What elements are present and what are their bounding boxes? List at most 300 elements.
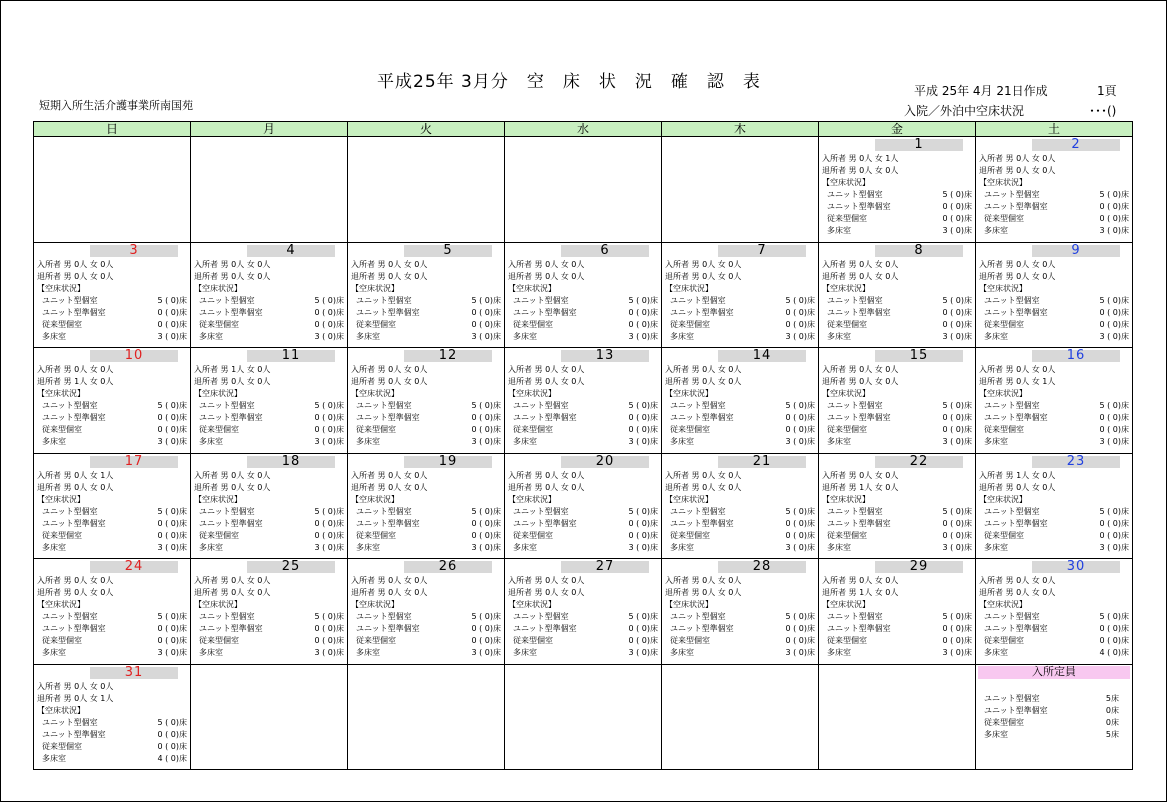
vacancy-row	[822, 647, 975, 659]
empty-day-cell	[505, 137, 662, 243]
day-details	[976, 362, 1132, 448]
bed-vacancy-value: 0 ( 0)床	[785, 636, 815, 645]
vacancy-heading: 【空床状況】	[508, 389, 556, 398]
vacancy-row	[979, 611, 1132, 623]
discharges-row	[822, 376, 975, 388]
person-unit: 人	[236, 588, 245, 597]
discharges-label: 退所者 男	[508, 588, 543, 597]
person-unit: 人	[576, 271, 585, 281]
vacancy-row	[979, 295, 1132, 307]
bed-vacancy-value: 5 ( 0)床	[1099, 295, 1129, 305]
day-number: 8	[875, 245, 963, 257]
day-number: 2	[1032, 139, 1120, 151]
calendar-day-cell	[505, 243, 662, 349]
bed-type-label: ユニット型個室	[670, 401, 726, 410]
person-unit: 人	[79, 365, 88, 374]
female-label: 女	[89, 271, 98, 281]
person-unit: 人	[1047, 154, 1056, 163]
day-number: 7	[718, 245, 806, 257]
discharges-label: 退所者 男	[822, 166, 857, 175]
person-unit: 人	[79, 588, 88, 597]
bed-type-label: ユニット型個室	[827, 506, 883, 516]
vacancy-row	[508, 319, 661, 331]
bed-vacancy-value: 0 ( 0)床	[471, 518, 501, 528]
vacancy-heading: 【空床状況】	[351, 389, 399, 398]
admissions-label: 入所者 男	[665, 576, 700, 585]
bed-vacancy-value: 0 ( 0)床	[628, 307, 658, 317]
person-unit: 人	[393, 377, 402, 386]
bed-type-label: ユニット型個室	[42, 612, 98, 621]
bed-vacancy-value: 5 ( 0)床	[628, 401, 658, 410]
bed-vacancy-value: 0 ( 0)床	[785, 413, 815, 422]
person-unit: 人	[1047, 365, 1056, 374]
discharges-male: 1	[859, 588, 865, 597]
bed-type-label: 従来型個室	[984, 319, 1024, 329]
discharges-female: 0	[1042, 166, 1048, 175]
vacancy-row	[665, 635, 818, 647]
bed-type-label: ユニット型準個室	[199, 307, 263, 317]
bed-vacancy-value: 0 ( 0)床	[785, 425, 815, 434]
person-unit: 人	[864, 166, 873, 175]
bed-type-label: ユニット型準個室	[670, 518, 734, 528]
discharges-female: 0	[885, 588, 891, 597]
admissions-male: 0	[74, 470, 80, 480]
capacity-panel	[976, 665, 1133, 771]
day-details	[976, 257, 1132, 343]
vacancy-row	[979, 436, 1132, 448]
bed-vacancy-value: 0 ( 0)床	[314, 425, 344, 434]
admissions-row	[37, 259, 190, 271]
admissions-male: 0	[545, 259, 551, 269]
calendar-day-cell	[348, 559, 505, 665]
female-label: 女	[874, 259, 883, 269]
person-unit: 人	[550, 365, 559, 374]
bed-type-label: ユニット型準個室	[827, 413, 891, 422]
bed-type-label: 従来型個室	[356, 319, 396, 329]
female-label: 女	[89, 365, 98, 374]
female-label: 女	[89, 482, 98, 492]
admissions-female: 0	[414, 576, 420, 585]
person-unit: 人	[890, 377, 899, 386]
female-label: 女	[403, 271, 412, 281]
bed-type-label: ユニット型準個室	[984, 518, 1048, 528]
person-unit: 人	[576, 259, 585, 269]
bed-vacancy-value: 0 ( 0)床	[314, 319, 344, 329]
admissions-row	[665, 259, 818, 271]
day-number: 27	[561, 561, 649, 573]
bed-type-label: 多床室	[513, 542, 537, 552]
day-details	[505, 573, 661, 659]
bed-vacancy-value: 3 ( 0)床	[785, 648, 815, 657]
admissions-male: 0	[388, 365, 394, 374]
bed-vacancy-value: 3 ( 0)床	[1099, 226, 1129, 235]
female-label: 女	[717, 470, 726, 480]
bed-vacancy-value: 0 ( 0)床	[1099, 518, 1129, 528]
person-unit: 人	[707, 576, 716, 585]
vacancy-row	[351, 319, 504, 331]
vacancy-row	[665, 295, 818, 307]
vacancy-row	[37, 647, 190, 659]
discharges-row	[665, 376, 818, 388]
person-unit: 人	[550, 259, 559, 269]
discharges-male: 0	[859, 166, 865, 175]
calendar-day-cell	[34, 243, 191, 349]
discharges-label: 退所者 男	[665, 271, 700, 281]
vacancy-row	[979, 542, 1132, 554]
admissions-label: 入所者 男	[351, 576, 386, 585]
person-unit: 人	[236, 470, 245, 480]
vacancy-row	[665, 319, 818, 331]
admissions-male: 0	[388, 259, 394, 269]
bed-vacancy-value: 0 ( 0)床	[471, 530, 501, 540]
vacancy-heading: 【空床状況】	[665, 600, 713, 609]
female-label: 女	[1031, 377, 1040, 386]
vacancy-row	[351, 518, 504, 530]
calendar-day-cell	[348, 348, 505, 454]
admissions-male: 0	[388, 576, 394, 585]
bed-vacancy-value: 3 ( 0)床	[471, 331, 501, 341]
female-label: 女	[874, 482, 883, 492]
day-number: 9	[1032, 245, 1120, 257]
bed-vacancy-value: 5 ( 0)床	[157, 295, 187, 305]
vacancy-row	[822, 319, 975, 331]
vacancy-row	[665, 436, 818, 448]
person-unit: 人	[1047, 482, 1056, 492]
bed-type-label: 従来型個室	[984, 530, 1024, 540]
female-label: 女	[246, 377, 255, 386]
day-details	[34, 257, 190, 343]
bed-type-label: 多床室	[827, 542, 851, 552]
discharges-female: 0	[1042, 271, 1048, 281]
admissions-male: 0	[859, 365, 865, 374]
bed-vacancy-value: 0 ( 0)床	[942, 518, 972, 528]
vacancy-row	[665, 412, 818, 424]
discharges-label: 退所者 男	[351, 482, 386, 492]
person-unit: 人	[1021, 365, 1030, 374]
bed-vacancy-value: 5 ( 0)床	[785, 506, 815, 516]
calendar-day-cell	[976, 243, 1133, 349]
bed-type-label: ユニット型個室	[42, 717, 98, 727]
admissions-label: 入所者 男	[351, 365, 386, 374]
bed-type-label: ユニット型準個室	[356, 307, 420, 317]
female-label: 女	[717, 377, 726, 386]
person-unit: 人	[236, 271, 245, 281]
admissions-row	[351, 364, 504, 376]
vacancy-row	[508, 424, 661, 436]
calendar-day-cell	[976, 454, 1133, 560]
admissions-row	[194, 364, 347, 376]
person-unit: 人	[1021, 259, 1030, 269]
admissions-male: 0	[231, 259, 237, 269]
calendar-day-cell	[191, 348, 348, 454]
vacancy-row	[822, 506, 975, 518]
vacancy-row	[37, 295, 190, 307]
vacancy-row	[351, 530, 504, 542]
bed-vacancy-value: 3 ( 0)床	[942, 542, 972, 552]
admissions-male: 0	[74, 576, 80, 585]
vacancy-row	[351, 436, 504, 448]
discharges-male: 0	[74, 482, 80, 492]
admissions-male: 0	[702, 365, 708, 374]
bed-type-label: ユニット型個室	[356, 401, 412, 410]
discharges-male: 0	[74, 588, 80, 597]
admissions-female: 1	[100, 470, 106, 480]
admissions-male: 0	[545, 365, 551, 374]
female-label: 女	[874, 154, 883, 163]
person-unit: 人	[707, 377, 716, 386]
vacancy-row	[351, 295, 504, 307]
bed-type-label: ユニット型個室	[984, 401, 1040, 410]
discharges-row	[822, 165, 975, 177]
discharges-label: 退所者 男	[508, 377, 543, 386]
bed-type-label: ユニット型個室	[513, 295, 569, 305]
person-unit: 人	[105, 681, 114, 691]
person-unit: 人	[864, 377, 873, 386]
admissions-male: 0	[1016, 365, 1022, 374]
person-unit: 人	[864, 470, 873, 480]
vacancy-row	[822, 542, 975, 554]
person-unit: 人	[576, 576, 585, 585]
admissions-male: 0	[702, 259, 708, 269]
bed-type-label: ユニット型準個室	[827, 624, 891, 633]
person-unit: 人	[733, 470, 742, 480]
vacancy-heading: 【空床状況】	[508, 600, 556, 609]
bed-vacancy-value: 0 ( 0)床	[157, 307, 187, 317]
vacancy-row	[194, 542, 347, 554]
bed-type-label: ユニット型準個室	[984, 624, 1048, 633]
capacity-heading: 入所定員	[978, 666, 1130, 679]
person-unit: 人	[1021, 470, 1030, 480]
bed-vacancy-value: 0 ( 0)床	[314, 624, 344, 633]
admissions-label: 入所者 男	[351, 470, 386, 480]
bed-vacancy-value: 3 ( 0)床	[628, 437, 658, 446]
vacancy-row	[508, 647, 661, 659]
discharges-row	[351, 376, 504, 388]
discharges-male: 0	[388, 271, 394, 281]
bed-vacancy-value: 5 ( 0)床	[785, 401, 815, 410]
discharges-male: 0	[231, 377, 237, 386]
calendar-day-cell	[819, 454, 976, 560]
discharges-label: 退所者 男	[37, 588, 72, 597]
day-details	[505, 468, 661, 554]
person-unit: 人	[236, 576, 245, 585]
vacancy-row	[665, 400, 818, 412]
person-unit: 人	[550, 482, 559, 492]
vacancy-row	[822, 225, 975, 237]
admissions-label: 入所者 男	[351, 259, 386, 269]
vacancy-row	[194, 400, 347, 412]
person-unit: 人	[419, 482, 428, 492]
person-unit: 人	[105, 365, 114, 374]
vacancy-heading: 【空床状況】	[822, 283, 870, 293]
vacancy-row	[194, 518, 347, 530]
day-details	[505, 362, 661, 448]
vacancy-row	[194, 623, 347, 635]
bed-vacancy-value: 0 ( 0)床	[785, 518, 815, 528]
female-label: 女	[403, 470, 412, 480]
bed-vacancy-value: 5 ( 0)床	[942, 612, 972, 621]
vacancy-row	[37, 412, 190, 424]
bed-type-label: ユニット型個室	[42, 506, 98, 516]
person-unit: 人	[419, 377, 428, 386]
bed-type-label: 多床室	[199, 437, 223, 446]
capacity-row	[984, 717, 1119, 729]
bed-vacancy-value: 0 ( 0)床	[942, 307, 972, 317]
vacancy-row	[194, 331, 347, 343]
admissions-male: 0	[1016, 576, 1022, 585]
empty-day-cell	[505, 665, 662, 771]
discharges-label: 退所者 男	[979, 588, 1014, 597]
female-label: 女	[717, 576, 726, 585]
female-label: 女	[89, 259, 98, 269]
vacancy-row	[351, 424, 504, 436]
document-title: 平成25年 3月分 空 床 状 況 確 認 表	[377, 72, 761, 92]
day-number: 14	[718, 350, 806, 362]
vacancy-row	[822, 400, 975, 412]
person-unit: 人	[262, 482, 271, 492]
vacancy-row	[37, 741, 190, 753]
person-unit: 人	[1021, 377, 1030, 386]
female-label: 女	[874, 365, 883, 374]
empty-day-cell	[348, 665, 505, 771]
bed-type-label: 従来型個室	[513, 530, 553, 540]
female-label: 女	[560, 271, 569, 281]
calendar-day-cell	[819, 348, 976, 454]
vacancy-row	[351, 542, 504, 554]
discharges-male: 0	[1016, 166, 1022, 175]
calendar-day-cell	[662, 243, 819, 349]
vacancy-heading: 【空床状況】	[194, 494, 242, 504]
bed-vacancy-value: 0 ( 0)床	[1099, 202, 1129, 211]
admissions-female: 0	[257, 259, 263, 269]
bed-type-label: 従来型個室	[984, 214, 1024, 223]
bed-vacancy-value: 3 ( 0)床	[942, 648, 972, 657]
day-details	[348, 573, 504, 659]
bed-vacancy-value: 0 ( 0)床	[471, 413, 501, 422]
female-label: 女	[1031, 154, 1040, 163]
bed-type-label: 多床室	[356, 648, 380, 657]
person-unit: 人	[733, 377, 742, 386]
calendar-day-cell	[819, 243, 976, 349]
bed-type-label: 多床室	[670, 437, 694, 446]
empty-day-cell	[191, 665, 348, 771]
bed-type-label: 多床室	[827, 437, 851, 446]
vacancy-row	[351, 647, 504, 659]
discharges-female: 0	[257, 482, 263, 492]
vacancy-heading: 【空床状況】	[822, 494, 870, 504]
admissions-label: 入所者 男	[508, 576, 543, 585]
bed-vacancy-value: 0 ( 0)床	[1099, 413, 1129, 422]
calendar-day-cell	[976, 137, 1133, 243]
bed-type-label: ユニット型個室	[827, 401, 883, 410]
bed-type-label: ユニット型個室	[356, 295, 412, 305]
person-unit: 人	[393, 482, 402, 492]
discharges-female: 0	[100, 271, 106, 281]
person-unit: 人	[864, 365, 873, 374]
admissions-male: 0	[231, 576, 237, 585]
female-label: 女	[246, 259, 255, 269]
discharges-male: 0	[231, 271, 237, 281]
day-number: 10	[90, 350, 178, 362]
vacancy-row	[37, 611, 190, 623]
person-unit: 人	[419, 588, 428, 597]
bed-vacancy-value: 0 ( 0)床	[314, 636, 344, 645]
discharges-male: 0	[859, 271, 865, 281]
person-unit: 人	[236, 377, 245, 386]
female-label: 女	[560, 470, 569, 480]
bed-type-label: ユニット型個室	[984, 295, 1040, 305]
discharges-female: 0	[414, 377, 420, 386]
person-unit: 人	[419, 470, 428, 480]
capacity-row	[984, 705, 1119, 717]
vacancy-row	[822, 412, 975, 424]
vacancy-row	[508, 436, 661, 448]
day-details	[191, 468, 347, 554]
calendar-day-cell	[348, 454, 505, 560]
person-unit: 人	[105, 588, 114, 597]
person-unit: 人	[864, 576, 873, 585]
bed-vacancy-value: 3 ( 0)床	[942, 437, 972, 446]
admissions-female: 1	[885, 154, 891, 163]
bed-vacancy-value: 0 ( 0)床	[942, 636, 972, 645]
vacancy-heading: 【空床状況】	[194, 600, 242, 609]
person-unit: 人	[1047, 259, 1056, 269]
female-label: 女	[874, 576, 883, 585]
vacancy-row	[508, 530, 661, 542]
bed-vacancy-value: 0 ( 0)床	[628, 624, 658, 633]
bed-type-label: ユニット型準個室	[356, 413, 420, 422]
day-details	[348, 362, 504, 448]
bed-vacancy-value: 0 ( 0)床	[314, 518, 344, 528]
vacancy-heading: 【空床状況】	[822, 389, 870, 398]
page-number: 1頁	[1097, 84, 1117, 98]
vacancy-row	[665, 611, 818, 623]
person-unit: 人	[576, 482, 585, 492]
admissions-female: 0	[414, 470, 420, 480]
bed-vacancy-value: 3 ( 0)床	[157, 331, 187, 341]
admissions-row	[665, 470, 818, 482]
female-label: 女	[874, 377, 883, 386]
day-details	[819, 257, 975, 343]
discharges-male: 0	[1016, 482, 1022, 492]
discharges-row	[979, 376, 1132, 388]
bed-vacancy-value: 0 ( 0)床	[942, 319, 972, 329]
person-unit: 人	[1021, 576, 1030, 585]
admissions-row	[37, 470, 190, 482]
vacancy-row	[351, 412, 504, 424]
calendar-day-cell	[819, 559, 976, 665]
admissions-female: 0	[257, 470, 263, 480]
bed-type-label: ユニット型準個室	[670, 307, 734, 317]
person-unit: 人	[262, 576, 271, 585]
day-number: 24	[90, 561, 178, 573]
admissions-row	[822, 364, 975, 376]
weekday-sat: 土	[976, 122, 1133, 137]
person-unit: 人	[1047, 588, 1056, 597]
bed-type-label: 多床室	[42, 542, 66, 552]
bed-type-label: ユニット型準個室	[42, 518, 106, 528]
vacancy-row	[665, 542, 818, 554]
vacancy-row	[979, 400, 1132, 412]
bed-vacancy-value: 0 ( 0)床	[157, 518, 187, 528]
vacancy-row	[37, 753, 190, 765]
discharges-label: 退所者 男	[351, 588, 386, 597]
bed-type-label: ユニット型準個室	[513, 624, 577, 633]
discharges-female: 0	[728, 482, 734, 492]
female-label: 女	[1031, 259, 1040, 269]
vacancy-row	[194, 319, 347, 331]
vacancy-row	[665, 506, 818, 518]
